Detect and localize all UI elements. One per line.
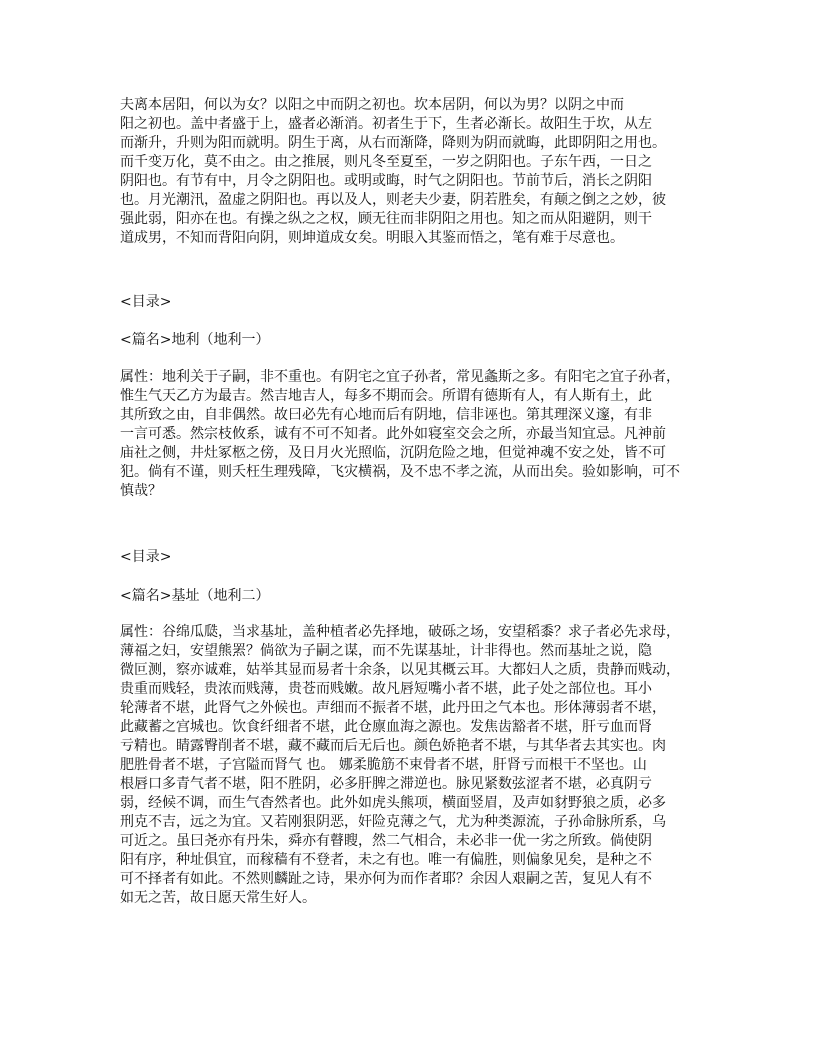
text-line: 属性：地利关于子嗣，非不重也。有阴宅之宜子孙者，常见螽斯之多。有阳宅之宜子孙者， [120,369,680,385]
text-line: 微叵测，察亦诚难，姑举其显而易者十余条，以见其概云耳。大都妇人之质，贵静而贱动， [120,662,680,678]
text-line: 阳之初也。盖中者盛于上，盛者必渐消。初者生于下，生者必渐长。故阳生于坎，从左 [120,116,652,132]
text-line: 如无之苦，故日愿天常生好人。 [120,890,316,906]
text-line: 道成男，不知而背阳向阴，则坤道成女矣。明眼入其鉴而悟之，笔有难于尽意也。 [120,230,624,246]
text-line: 一言可悉。然宗枝攸系，诚有不可不知者。此外如寝室交会之所，亦最当知宜忌。凡神前 [120,426,666,442]
text-line: 强此弱，阳亦在也。有操之纵之之权，顾无往而非阴阳之用也。知之而从阳避阴，则干 [120,211,652,227]
text-line: 肥胜骨者不堪，子宫隘而肾气 也。 娜柔脆筋不束骨者不堪，肝肾亏而根干不坚也。山 [120,757,647,773]
text-line: 可不择者有如此。不然则麟趾之诗，果亦何为而作者耶？余因人艰嗣之苦，复见人有不 [120,871,652,887]
text-line: 薄福之妇，安望熊罴？倘欲为子嗣之谋，而不先谋基址，计非得也。然而基址之说，隐 [120,643,652,659]
toc-link-1[interactable]: <目录> [120,294,172,310]
text-line: 阳有序，种址俱宜，而稼穑有不登者，未之有也。唯一有偏胜，则偏象见矣，是种之不 [120,852,652,868]
text-line: 也。月光潮汛，盈虚之阴阳也。再以及人，则老夫少妻，阴若胜矣，有颠之倒之之妙，彼 [120,192,666,208]
text-line: 庙社之侧，井灶冢柩之傍，及日月火光照临，沉阴危险之地，但觉神魂不安之处，皆不可 [120,445,666,461]
text-line: 可近之。虽曰尧亦有丹朱，舜亦有瞽瞍，然二气相合，未必非一优一劣之所致。倘使阴 [120,833,652,849]
toc-link-2[interactable]: <目录> [120,549,172,565]
text-line: 而千变万化，莫不由之。由之推展，则凡冬至夏至，一岁之阴阳也。子东午西，一日之 [120,154,652,170]
intro-paragraph [120,96,690,248]
text-line: 而渐升，升则为阳而就明。阴生于离，从右而渐降，降则为阴而就晦，此即阴阳之用也。 [120,135,666,151]
text-line: 贵重而贱轻，贵浓而贱薄，贵苍而贱嫩。故凡唇短嘴小者不堪，此子处之部位也。耳小 [120,681,652,697]
text-line: 属性：谷绵瓜瓞，当求基址，盖种植者必先择地，破砾之场，安望稻黍？求子者必先求母， [120,624,680,640]
text-line: 亏精也。睛露臀削者不堪，藏不藏而后无后也。颜色娇艳者不堪，与其华者去其实也。肉 [120,738,666,754]
text-line: 犯。倘有不谨，则夭枉生理残障，飞灾横祸，及不忠不孝之流，从而出矣。验如影响，可不 [120,464,680,480]
section-body-1 [120,368,690,501]
text-line: 夫离本居阳，何以为女？以阳之中而阴之初也。坎本居阴，何以为男？以阴之中而 [120,97,624,113]
text-line: 刑克不吉，远之为宜。又若刚狠阴恶，奸险克薄之气，尤为种类源流，子孙命脉所系，乌 [120,814,666,830]
text-line: 阴阳也。有节有中，月令之阴阳也。或明或晦，时气之阴阳也。节前节后，消长之阴阳 [120,173,652,189]
text-line: 此藏蓄之宫城也。饮食纤细者不堪，此仓廪血海之源也。发焦齿豁者不堪，肝亏血而肾 [120,719,652,735]
text-line: 其所致之由，自非偶然。故曰必先有心地而后有阴地，信非诬也。第其理深义邃，有非 [120,407,652,423]
text-line: 惟生气天乙方为最吉。然吉地吉人，每多不期而会。所谓有德斯有人，有人斯有土，此 [120,388,652,404]
text-line: 弱，经候不调，而生气杳然者也。此外如虎头熊项，横面竖眉，及声如豺野狼之质，必多 [120,795,666,811]
section-body-2 [120,623,690,908]
section-title-1: <篇名>地利（地利一） [120,332,270,348]
text-line: 轮薄者不堪，此肾气之外候也。声细而不振者不堪，此丹田之气本也。形体薄弱者不堪， [120,700,666,716]
text-line: 慎哉？ [120,483,162,499]
section-title-2: <篇名>基址（地利二） [120,588,270,604]
text-line: 根唇口多青气者不堪，阳不胜阴，必多肝脾之滞逆也。脉见紧数弦涩者不堪，必真阴亏 [120,776,652,792]
